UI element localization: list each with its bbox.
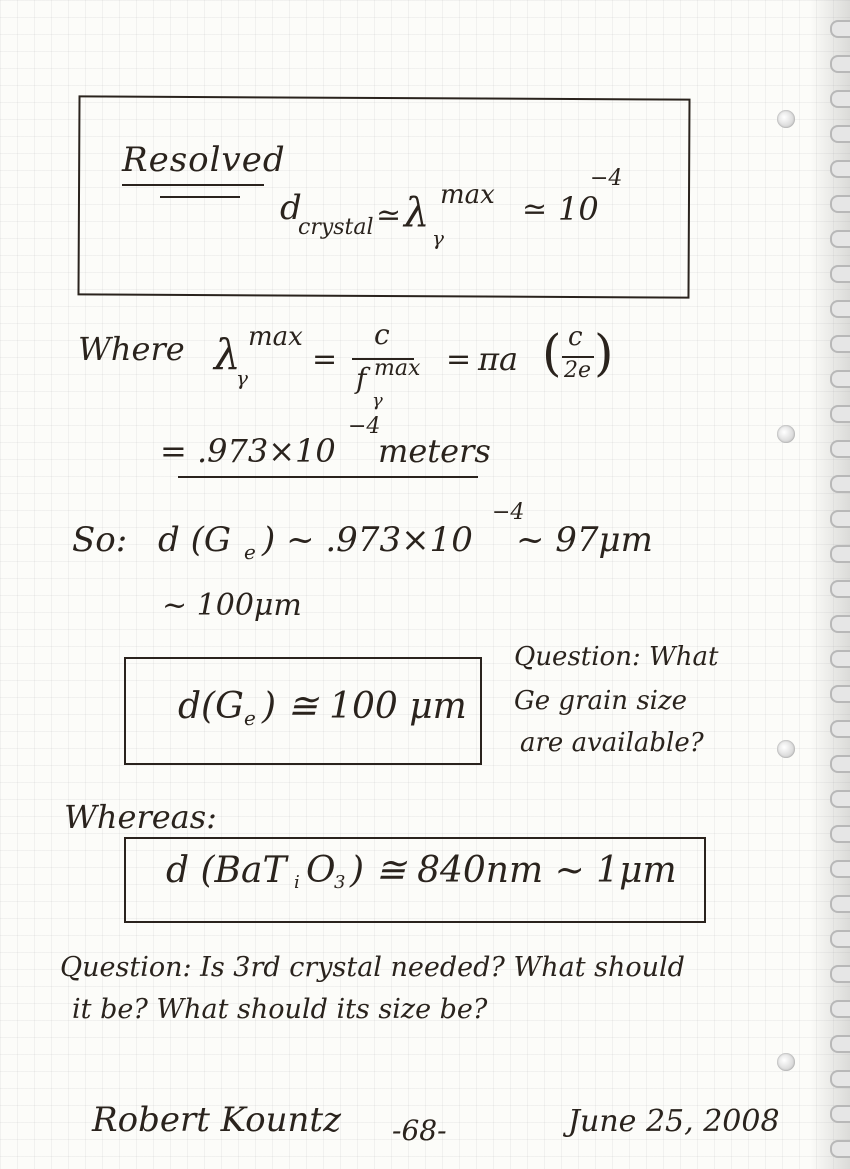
spiral-ring — [830, 160, 850, 178]
spiral-ring — [830, 895, 850, 913]
spiral-ring — [830, 475, 850, 493]
batio3-subscript: i — [294, 872, 300, 893]
lambda-symbol: λ — [404, 190, 430, 236]
batio3-expr: d (BaT — [166, 850, 287, 891]
resolved-heading: Resolved — [122, 140, 286, 180]
heading-underline — [160, 196, 240, 198]
punch-hole — [777, 110, 795, 128]
so-label: So: — [72, 520, 128, 560]
whereas-label: Whereas: — [64, 798, 217, 836]
spiral-ring — [830, 55, 850, 73]
so-exponent: −4 — [492, 500, 525, 525]
batio3-subscript: 3 — [334, 872, 346, 893]
question-third-crystal: Question: Is 3rd crystal needed? What should — [60, 952, 685, 983]
where-label: Where — [78, 330, 185, 368]
ten-base: 10 — [558, 190, 599, 228]
spiral-ring — [830, 1000, 850, 1018]
question-line: Question: What — [514, 642, 719, 672]
left-paren: ( — [542, 324, 562, 382]
spiral-ring — [830, 965, 850, 983]
denominator-max: max — [374, 356, 421, 381]
max-superscript: max — [440, 180, 495, 210]
question-line: are available? — [520, 728, 704, 758]
spiral-ring — [830, 440, 850, 458]
spiral-ring — [830, 195, 850, 213]
spiral-ring — [830, 1140, 850, 1158]
page-date: June 25, 2008 — [568, 1104, 780, 1139]
so-expr: ) ~ .973×10 — [262, 520, 473, 560]
spiral-ring — [830, 685, 850, 703]
spiral-ring — [830, 405, 850, 423]
question-line: Ge grain size — [514, 686, 688, 716]
spiral-ring — [830, 90, 850, 108]
heading-underline — [122, 184, 264, 186]
pi-alpha: πa — [478, 340, 519, 378]
page-number: -68- — [392, 1114, 447, 1147]
signature: Robert Kountz — [92, 1100, 342, 1140]
numerator-c: c — [374, 318, 390, 351]
denominator-2e: 2e — [564, 358, 592, 383]
spiral-ring — [830, 125, 850, 143]
spiral-ring — [830, 615, 850, 633]
spiral-ring — [830, 1035, 850, 1053]
ge-expr: d(G — [178, 686, 244, 727]
spiral-ring — [830, 790, 850, 808]
result-value: = .973×10 — [160, 432, 336, 470]
spiral-ring — [830, 1105, 850, 1123]
ge-subscript: e — [244, 706, 256, 730]
spiral-ring — [830, 930, 850, 948]
spiral-ring — [830, 860, 850, 878]
approx-sign: ≃ — [376, 198, 402, 233]
gamma-subscript: γ — [432, 226, 444, 250]
spiral-ring — [830, 20, 850, 38]
crystal-subscript: crystal — [298, 215, 374, 240]
equals-sign: = — [446, 342, 472, 377]
spiral-ring — [830, 755, 850, 773]
approx-sign: ≃ — [522, 192, 548, 227]
result-underline — [178, 476, 478, 478]
so-approx-line: ~ 100μm — [162, 588, 302, 623]
punch-hole — [777, 425, 795, 443]
so-expr: ~ 97μm — [516, 520, 653, 560]
spiral-ring — [830, 230, 850, 248]
so-subscript: e — [244, 540, 256, 564]
equals-sign: = — [312, 342, 338, 377]
punch-hole — [777, 740, 795, 758]
right-paren: ) — [594, 324, 614, 382]
spiral-ring — [830, 650, 850, 668]
result-exponent: −4 — [348, 414, 381, 439]
spiral-ring — [830, 265, 850, 283]
spiral-ring — [830, 825, 850, 843]
spiral-ring — [830, 370, 850, 388]
spiral-ring — [830, 510, 850, 528]
batio3-expr: O — [306, 850, 336, 891]
exponent: −4 — [590, 166, 623, 191]
spiral-ring — [830, 335, 850, 353]
ge-expr: ) ≅ 100 μm — [262, 686, 467, 727]
max-superscript: max — [248, 322, 303, 352]
denominator-f: f — [356, 362, 367, 395]
spiral-ring — [830, 1070, 850, 1088]
numerator-c: c — [568, 322, 583, 352]
spiral-ring — [830, 580, 850, 598]
so-expr: d (G — [158, 520, 231, 560]
lambda-symbol: λ — [214, 330, 241, 379]
punch-hole — [777, 1053, 795, 1071]
question-third-crystal: it be? What should its size be? — [72, 994, 488, 1025]
gamma-subscript: γ — [236, 366, 248, 390]
d-symbol: d — [280, 188, 302, 228]
spiral-ring — [830, 545, 850, 563]
spiral-ring — [830, 720, 850, 738]
spiral-ring — [830, 300, 850, 318]
denominator-gamma: γ — [372, 390, 383, 411]
batio3-expr: ) ≅ 840nm ~ 1μm — [350, 850, 677, 891]
result-unit: meters — [378, 432, 491, 470]
